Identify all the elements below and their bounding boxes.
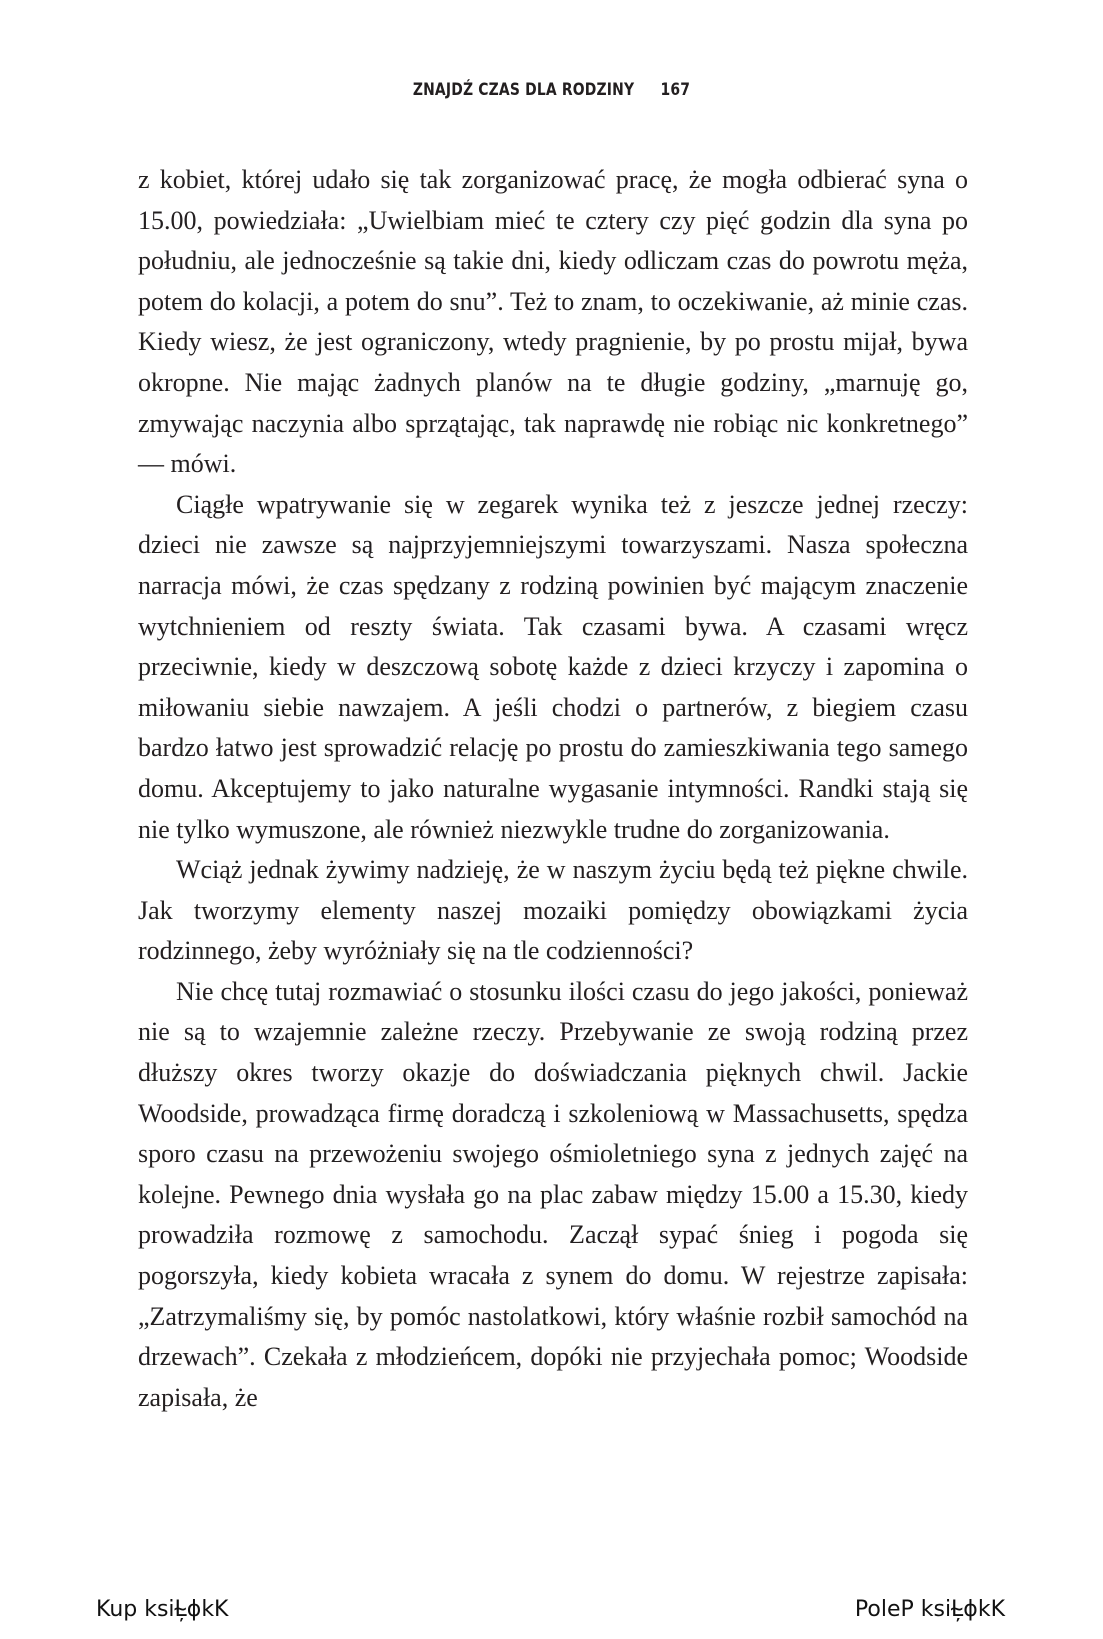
buy-book-link[interactable]: Kup ksiĻ̴ɸkK: [96, 1597, 229, 1622]
running-head: [99, 80, 1003, 100]
body-text: [138, 160, 968, 1418]
recommend-book-link[interactable]: PoleP ksiĻ̴ɸkK: [854, 1597, 1005, 1622]
page-number: 167: [660, 80, 691, 100]
chapter-title: ZNAJDŹ CZAS DLA RODZINY: [412, 80, 635, 100]
paragraph-3: Wciąż jednak żywimy nadzieję, że w naszym życiu będą też piękne chwile. Jak tworzymy elementy naszej mozaiki pomiędzy obowiązkami życia rodzinnego, żeby wyróżniały się na tle codzienności?: [138, 855, 968, 966]
paragraph-4: Nie chcę tutaj rozmawiać o stosunku ilości czasu do jego jakości, ponieważ nie są to wzajemnie zależne rzeczy. Przebywanie ze swoją rodziną przez dłuższy okres tworzy okazje do doświadczania pięknych chwil. Jackie Woodside, prowadząca firmę doradczą i szkoleniową w Massachusetts, spędza sporo czasu na przewożeniu swojego ośmioletniego syna z jednych zajęć na kolejne. Pewnego dnia wysłała go na plac zabaw między 15.00 a 15.30, kiedy prowadziła rozmowę z samochodu. Zaczął sypać śnieg i pogoda się pogorszyła, kiedy kobieta wracała z synem do domu. W rejestrze zapisała: „Zatrzymaliśmy się, by pomóc nastolatkowi, który właśnie rozbił samochód na drzewach”. Czekała z młodzieńcem, dopóki nie przyjechała pomoc; Woodside zapisała, że: [138, 976, 968, 1412]
paragraph-2: Ciągłe wpatrywanie się w zegarek wynika też z jeszcze jednej rzeczy: dzieci nie zawsze są najprzyjemniejszymi towarzyszami. Nasza społeczna narracja mówi, że czas spędzany z rodziną powinien być mającym znaczenie wytchnieniem od reszty świata. Tak czasami bywa. A czasami wręcz przeciwnie, kiedy w deszczową sobotę każde z dzieci krzyczy i zapomina o miłowaniu siebie nawzajem. A jeśli chodzi o partnerów, z biegiem czasu bardzo łatwo jest sprowadzić relację po prostu do zamieszkiwania tego samego domu. Akceptujemy to jako naturalne wygasanie intymności. Randki stają się nie tylko wymuszone, ale również niezwykle trudne do zorganizowania.: [138, 489, 968, 844]
paragraph-1: z kobiet, której udało się tak zorganizować pracę, że mogła odbierać syna o 15.00, powiedziała: „Uwielbiam mieć te cztery czy pięć godzin dla syna po południu, ale jednocześnie są takie dni, kiedy odliczam czas do powrotu męża, potem do kolacji, a potem do snu”. Też to znam, to oczekiwanie, aż minie czas. Kiedy wiesz, że jest ograniczony, wtedy pragnienie, by po prostu mijał, bywa okropne. Nie mając żadnych planów na te długie godziny, „marnuję go, zmywając naczynia albo sprzątając, tak naprawdę nie robiąc nic konkretnego” — mówi.: [138, 165, 968, 479]
